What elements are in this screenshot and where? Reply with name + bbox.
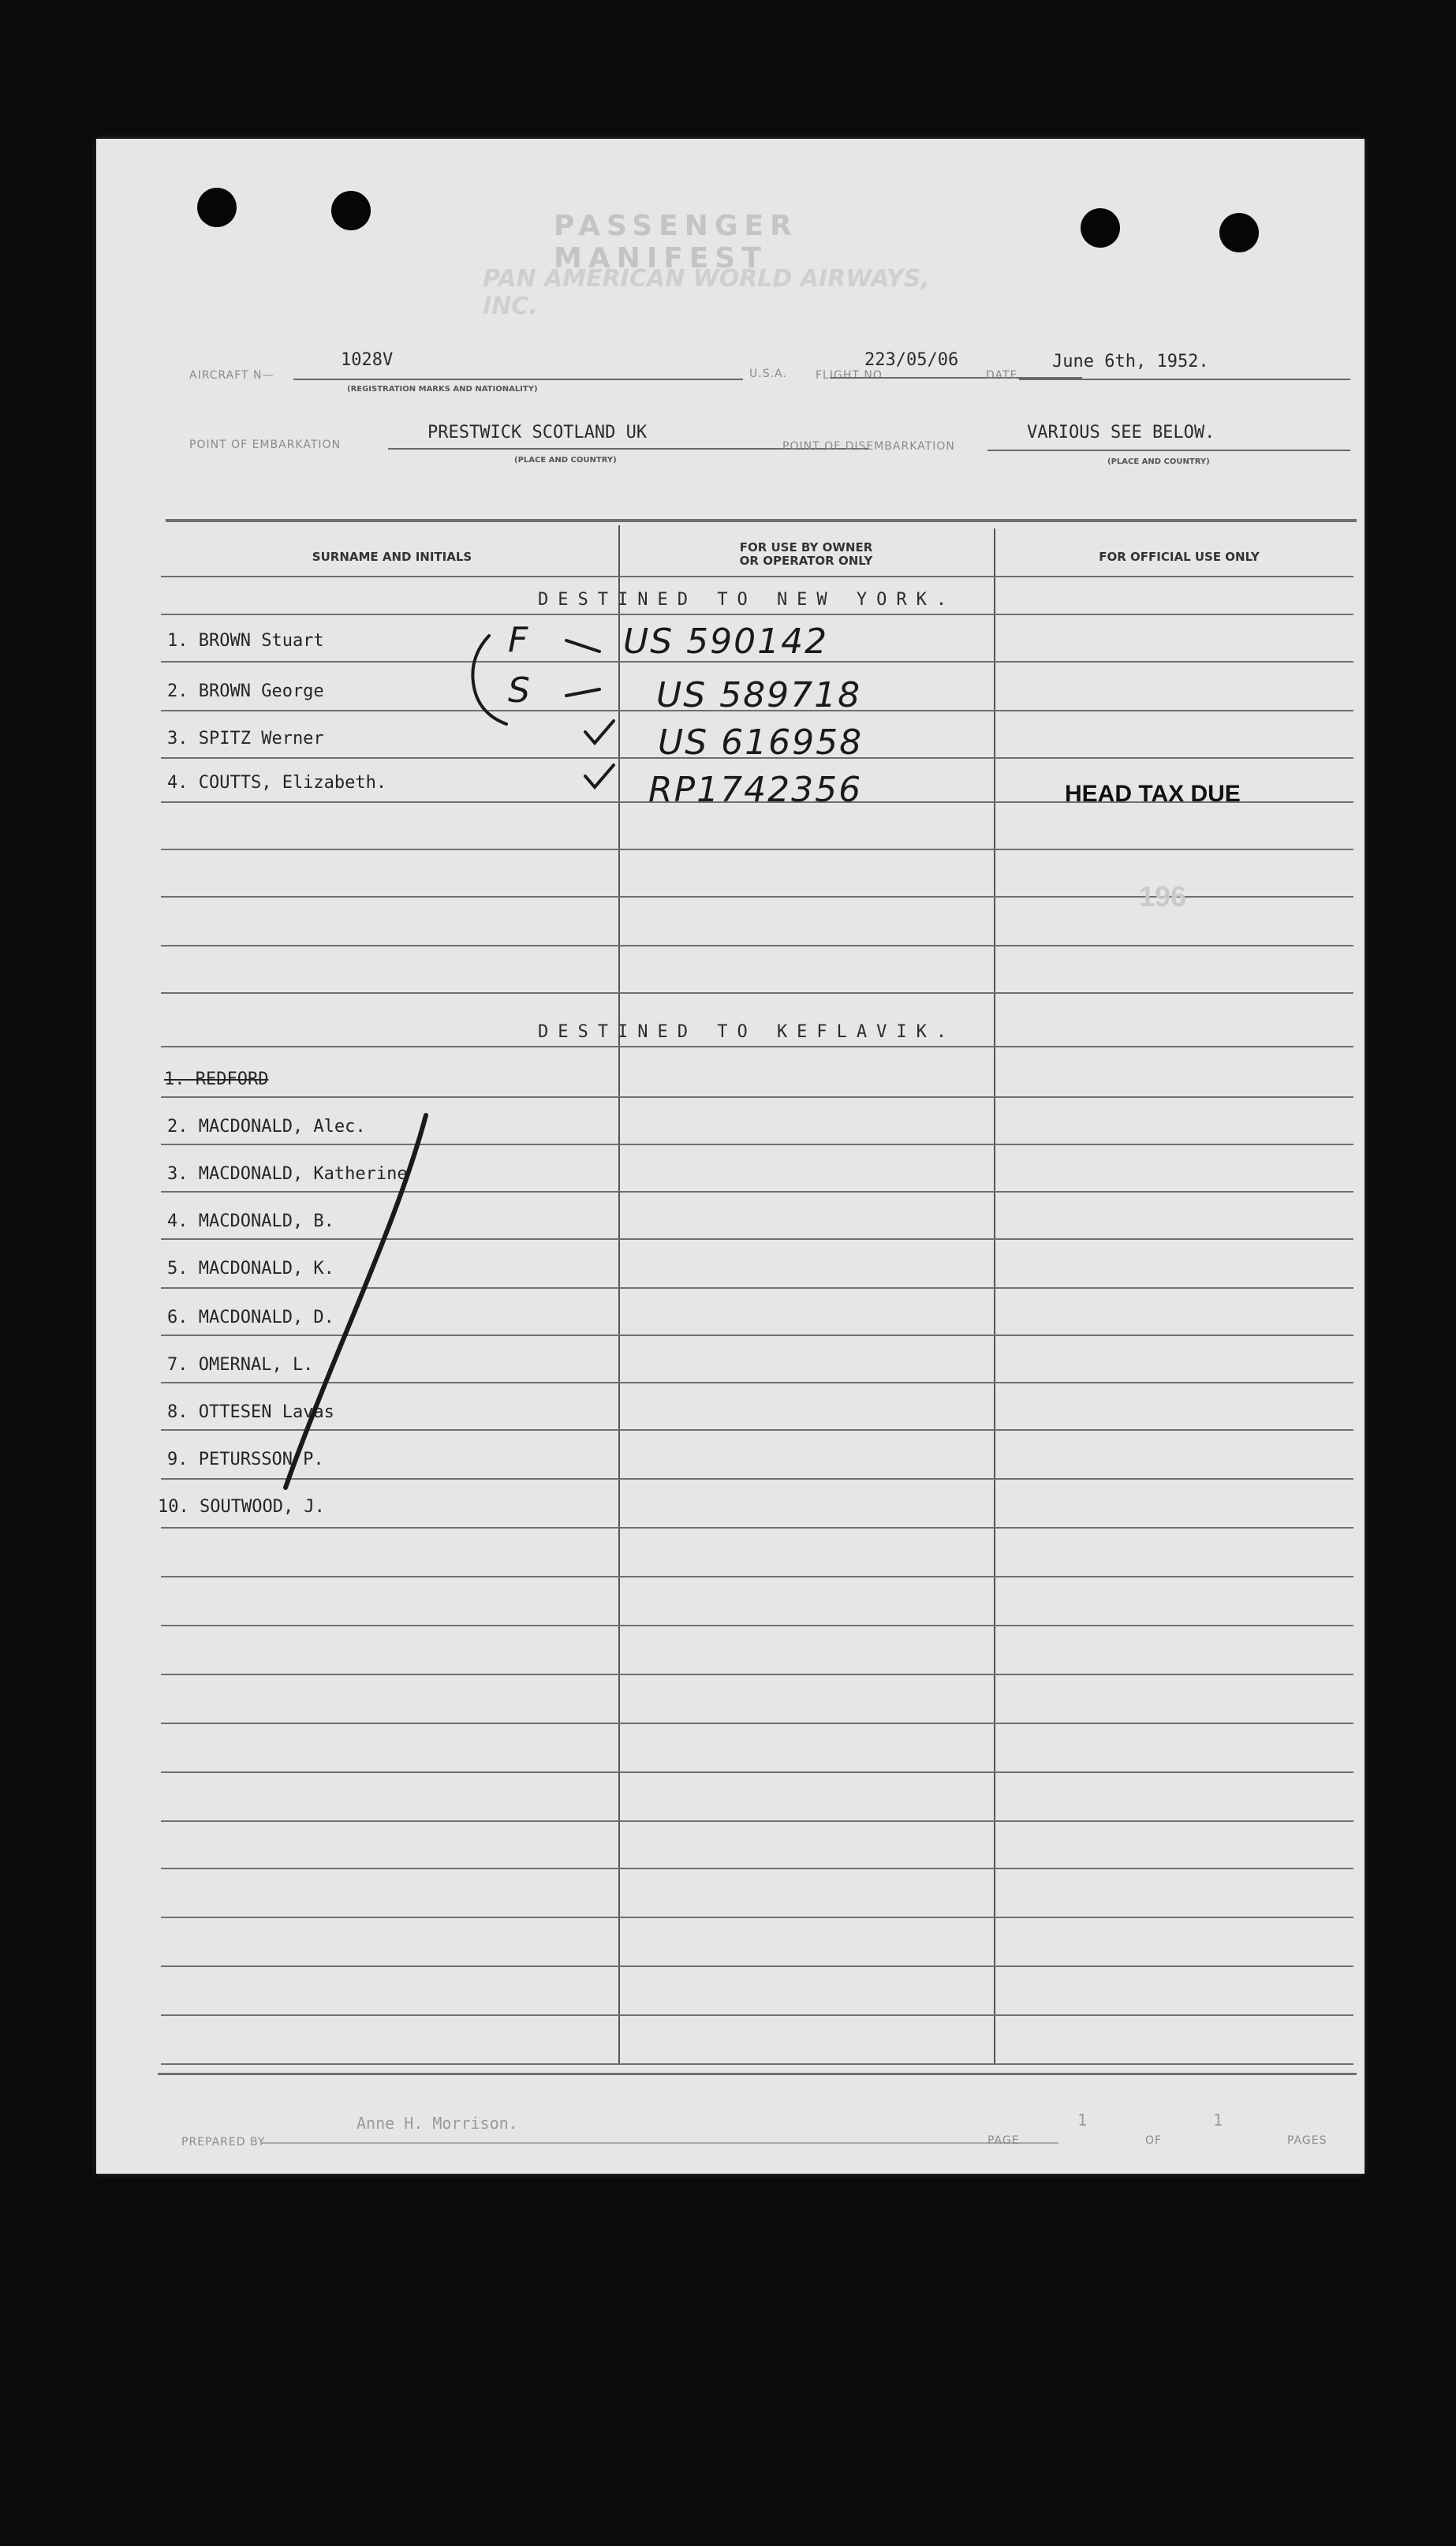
- flight-label: FLIGHT NO.: [816, 369, 887, 382]
- passenger-name: 3. SPITZ Werner: [167, 729, 324, 748]
- usa-label: U.S.A.: [749, 368, 787, 380]
- check-mark: [585, 765, 614, 787]
- passenger-name: 3. MACDONALD, Katherine: [167, 1164, 408, 1184]
- bracket-mark-f: F: [508, 620, 530, 660]
- official-column-header: FOR OFFICIAL USE ONLY: [1099, 550, 1260, 564]
- aircraft-label: AIRCRAFT N—: [189, 369, 274, 382]
- strike-through-line: [286, 1115, 426, 1488]
- passenger-name: 7. OMERNAL, L.: [167, 1355, 314, 1375]
- passenger-name: 1. REDFORD: [164, 1070, 269, 1089]
- faded-number: 196: [1139, 880, 1187, 913]
- passenger-name: 6. MACDONALD, D.: [167, 1308, 334, 1327]
- passenger-name: 10. SOUTWOOD, J.: [158, 1497, 325, 1517]
- passport-number: US 590142: [623, 622, 829, 662]
- section1-heading: DESTINED TO NEW YORK.: [538, 590, 957, 610]
- owner-column-header-line1: FOR USE BY OWNER: [739, 540, 873, 554]
- prepared-underline: [262, 2142, 1058, 2144]
- airline-name: PAN AMERICAN WORLD AIRWAYS, INC.: [483, 265, 930, 320]
- passport-number: US 616958: [658, 722, 864, 763]
- passenger-name: 2. MACDONALD, Alec.: [167, 1117, 366, 1137]
- table-bottom-rule: [158, 2073, 1357, 2075]
- disembarkation-caption: (PLACE AND COUNTRY): [1107, 457, 1210, 466]
- flight-value: 223/05/06: [864, 350, 959, 370]
- surname-column-header: SURNAME AND INITIALS: [312, 550, 472, 564]
- prepared-label: PREPARED BY: [181, 2136, 266, 2148]
- passport-number: US 589718: [656, 675, 862, 715]
- of-value: 1: [1213, 2111, 1223, 2130]
- embarkation-value: PRESTWICK SCOTLAND UK: [427, 423, 648, 442]
- passenger-name: 1. BROWN Stuart: [167, 631, 324, 651]
- date-value: June 6th, 1952.: [1052, 352, 1209, 371]
- passenger-name: 2. BROWN George: [167, 681, 324, 701]
- passenger-name: 5. MACDONALD, K.: [167, 1259, 334, 1279]
- manifest-title: PASSENGER MANIFEST: [554, 210, 798, 274]
- page-value: 1: [1077, 2111, 1088, 2130]
- passenger-name: 9. PETURSSON P.: [167, 1450, 324, 1469]
- embarkation-label: POINT OF EMBARKATION: [189, 439, 342, 451]
- passenger-name: 4. MACDONALD, B.: [167, 1211, 334, 1231]
- head-tax-stamp: HEAD TAX DUE: [1065, 781, 1241, 807]
- manifest-sheet: [96, 139, 1365, 2174]
- section2-heading: DESTINED TO KEFLAVIK.: [538, 1022, 957, 1042]
- passenger-name: 4. COUTTS, Elizabeth.: [167, 773, 387, 793]
- check-mark: [585, 721, 614, 743]
- bracket-stroke: [472, 636, 506, 724]
- aircraft-value: 1028V: [341, 350, 394, 370]
- pages-label: PAGES: [1287, 2134, 1327, 2147]
- passport-number: RP1742356: [648, 770, 863, 810]
- embarkation-caption: (PLACE AND COUNTRY): [514, 456, 617, 465]
- passenger-name: 8. OTTESEN Lavas: [167, 1402, 334, 1422]
- date-label: DATE: [986, 369, 1018, 382]
- of-label: OF: [1145, 2134, 1163, 2147]
- page-label: PAGE: [987, 2134, 1020, 2147]
- handwritten-marks: [96, 139, 1365, 2174]
- tick-marks: [566, 640, 599, 696]
- disembarkation-value: VARIOUS SEE BELOW.: [1027, 423, 1215, 442]
- owner-column-header-line2: OR OPERATOR ONLY: [739, 554, 873, 568]
- aircraft-caption: (REGISTRATION MARKS AND NATIONALITY): [347, 385, 538, 394]
- bracket-mark-s: S: [508, 670, 532, 711]
- prepared-value: Anne H. Morrison.: [357, 2114, 518, 2133]
- disembarkation-label: POINT OF DISEMBARKATION: [782, 440, 955, 453]
